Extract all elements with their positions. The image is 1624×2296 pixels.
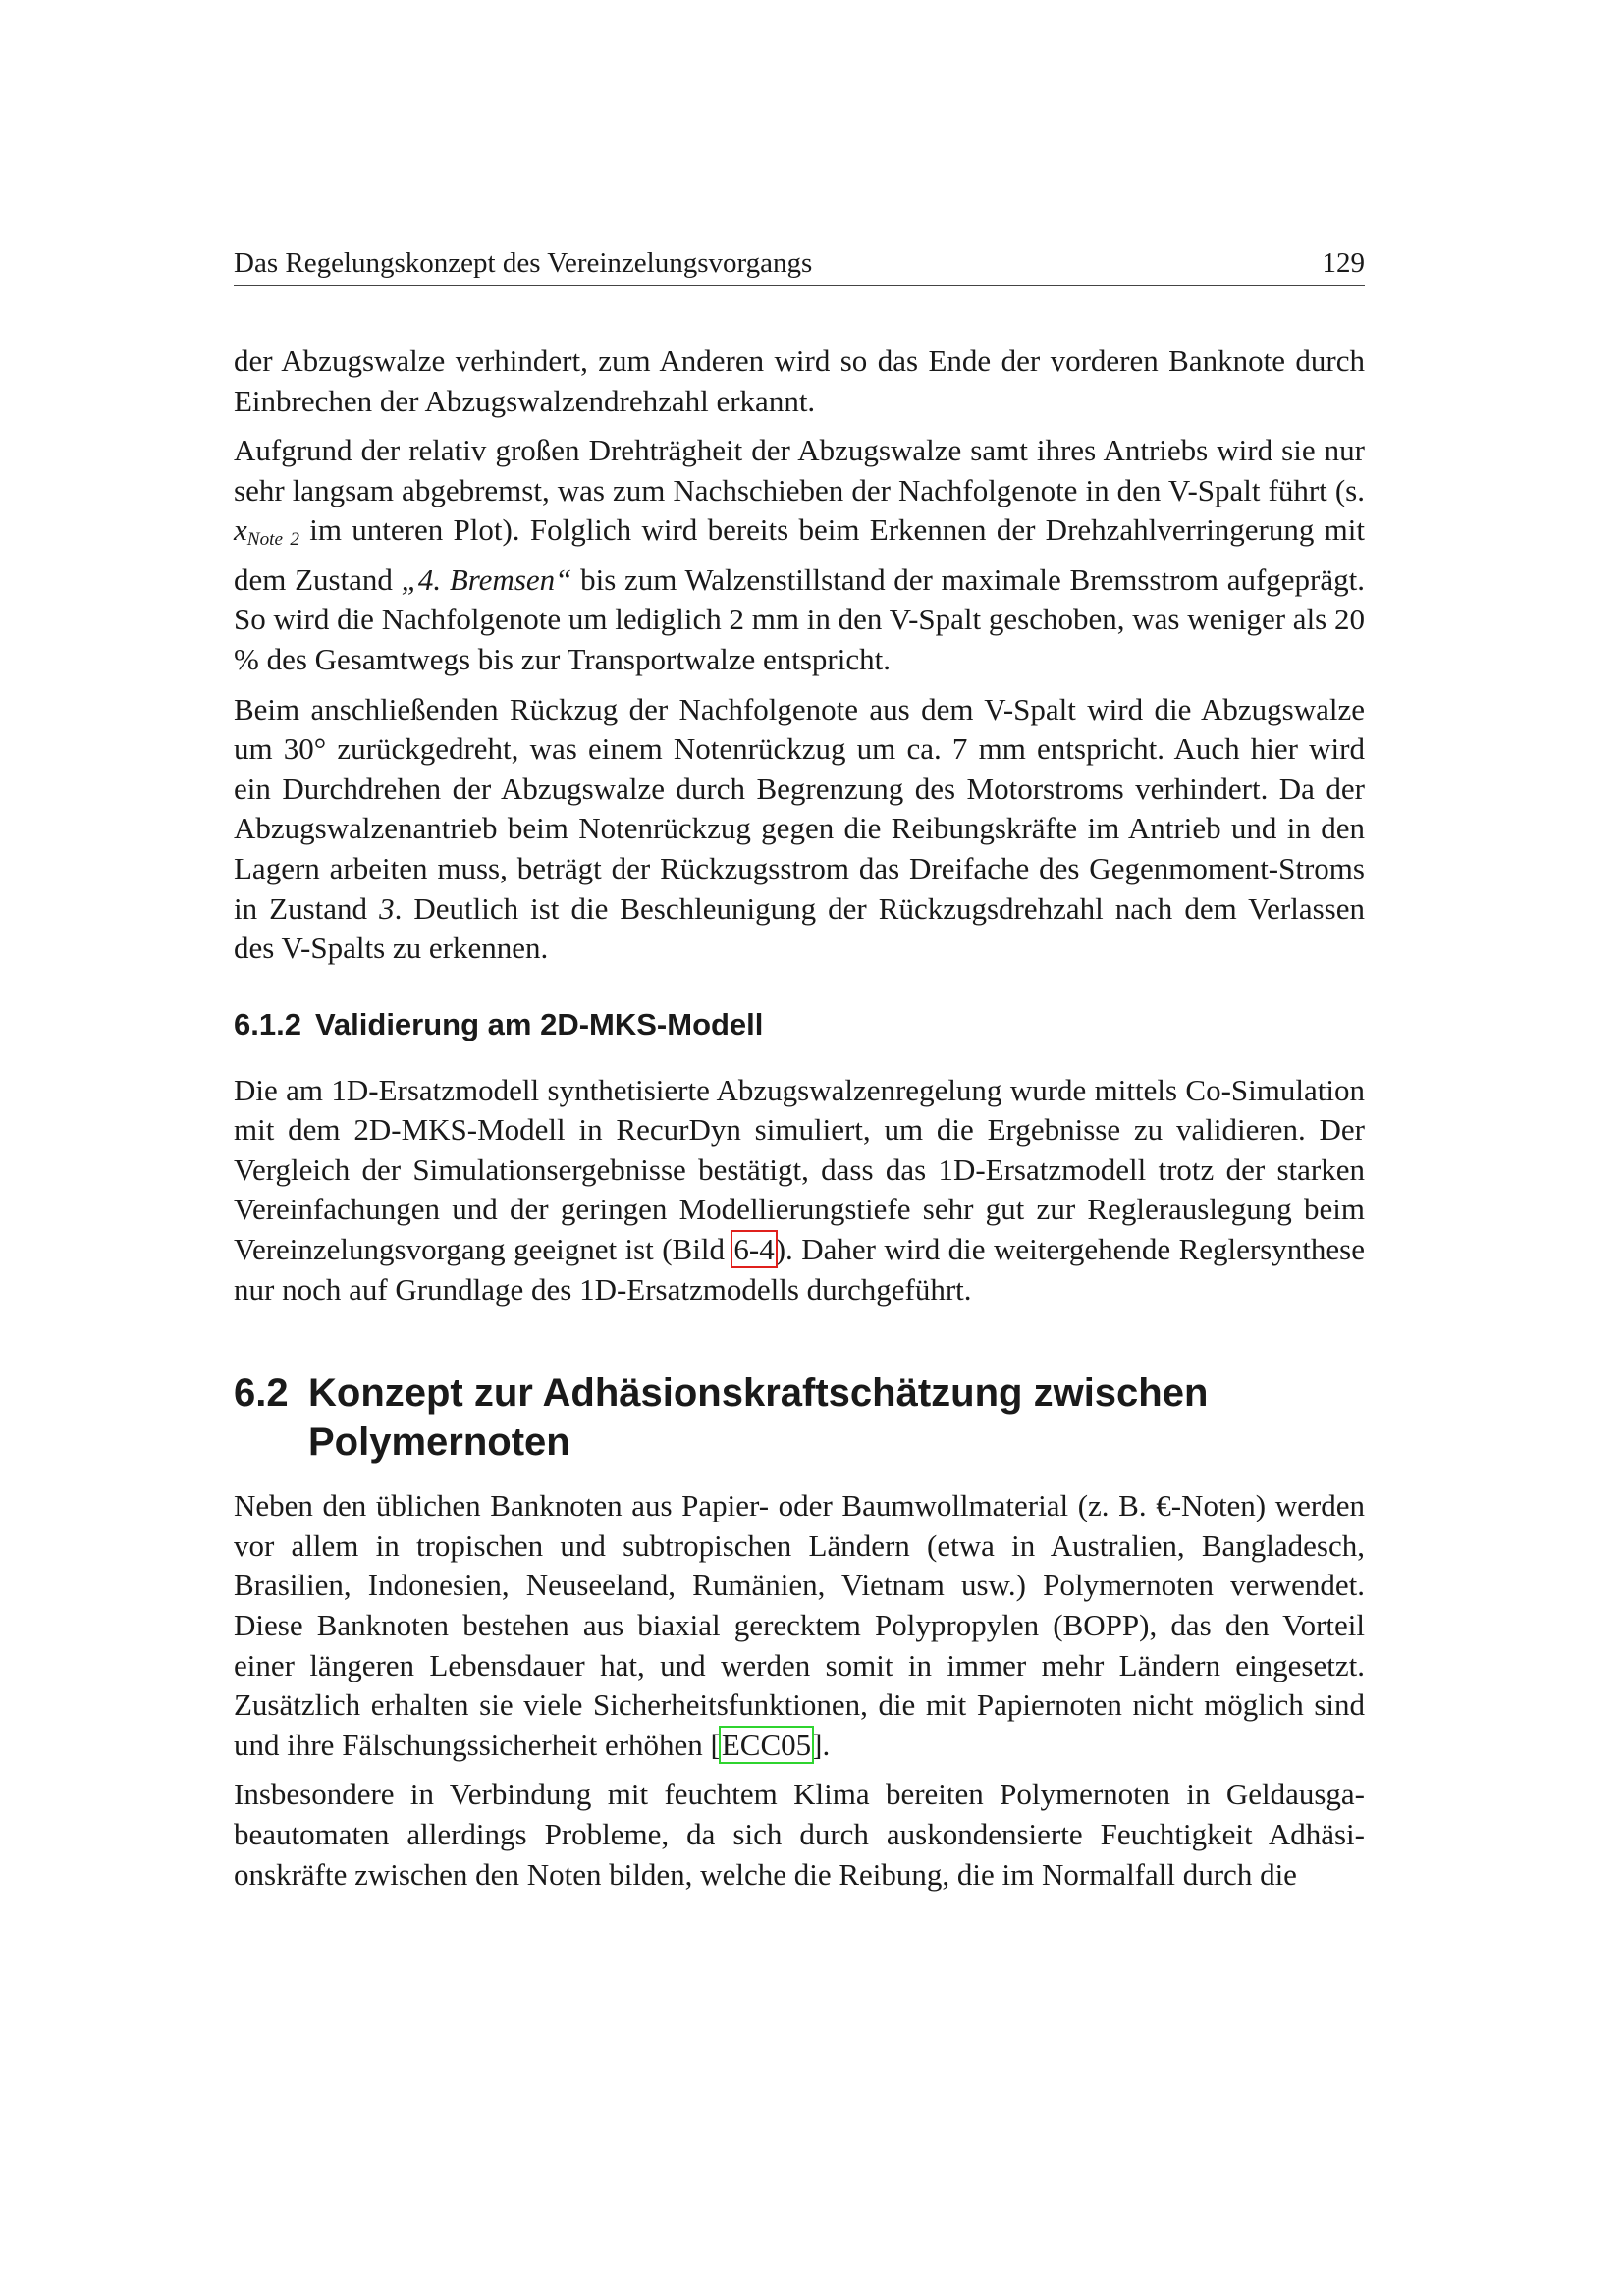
paragraph-6: Insbesondere in Verbindung mit feuchtem Klima bereiten Polymernoten in Geldausgabeautomaten allerdings Probleme, da sich durch auskondensierte Feuchtigkeit Adhäsionskräfte zwischen den Noten bilden, welche die Reibung, die im Normalfall durch die	[234, 1777, 1365, 1892]
page-number: 129	[1322, 247, 1365, 279]
section-title: Konzept zur Adhäsionskraftschätzung zwischen Polymernoten	[308, 1371, 1209, 1465]
subsection-heading-6-1-2: 6.1.2 Validierung am 2D-MKS-Modell	[234, 1006, 764, 1041]
paragraph-1: der Abzugswalze verhindert, zum Anderen wird so das Ende der vorderen Banknote durch Einbrechen der Abzugswalzendrehzahl erkannt.	[234, 344, 1365, 418]
citation-link[interactable]: ECC05	[721, 1727, 812, 1762]
state-3: 3	[379, 890, 395, 926]
paragraph-4: Die am 1D-Ersatzmodell synthetisierte Abzugswalzenregelung wurde mittels Co-Simulation mit dem 2D-MKS-Modell in RecurDyn simuliert, um die Ergebnisse zu validieren. Der Vergleich der Simulationsergebnisse bestätigt, dass das 1D-Ersatzmodell trotz der starken Vereinfachungen und der geringen Modellierungstiefe sehr gut zur Reglerauslegung beim Vereinzelungsvorgang geeignet ist (Bild 6-4). Daher wird die weitergehende Reglersynthese nur noch auf Grundlage des 1D-Ersatzmodells durchgeführt.	[234, 1072, 1365, 1307]
figure-reference-link[interactable]: 6-4	[733, 1232, 775, 1267]
variable-x-note2: $x_{Note 2}$	[234, 512, 299, 551]
section-heading-6-2: 6.2 Konzept zur Adhäsionskraftschätzung zwischen Polymernoten	[234, 1368, 1365, 1467]
paragraph-2: Aufgrund der relativ großen Drehträgheit der Abzugswalze samt ihres Antriebs wird sie nur sehr langsam abgebremst, was zum Nachschieben der Nachfolgenote in den V-Spalt führt (s. $x_{Note 2}$ im unteren Plot). Folglich wird bereits beim Erkennen der Drehzahlverringerung mit dem Zustand „4. Bremsen“ bis zum Walzenstillstand der maximale Bremsstrom aufgeprägt. So wird die Nachfolgenote um lediglich 2 mm in den V-Spalt geschoben, was weniger als 20 % des Gesamtwegs bis zur Transportwalze entspricht.	[234, 433, 1366, 676]
running-header	[234, 245, 1365, 286]
value-2mm: 2 mm	[729, 602, 799, 637]
value-7mm: 7 mm	[951, 731, 1026, 767]
page-body	[234, 342, 1365, 1895]
running-title: Das Regelungskonzept des Vereinzelungsvorgangs	[234, 247, 813, 279]
paragraph-3: Beim anschließenden Rückzug der Nachfolgenote aus dem V-Spalt wird die Abzugswalze um 30° zurückgedreht, was einem Notenrückzug um ca. 7 mm entspricht. Auch hier wird ein Durchdrehen der Abzugswalze durch Begrenzung des Motorstroms verhindert. Da der Abzugswalzenantrieb beim Notenrückzug gegen die Reibungskräfte im Antrieb und in den Lagern arbeiten muss, beträgt der Rückzugsstrom das Dreifache des Gegenmoment-Stroms in Zustand 3. Deutlich ist die Beschleunigung der Rückzugsdrehzahl nach dem Verlassen des V-Spalts zu erkennen.	[234, 691, 1365, 966]
paragraph-5: Neben den üblichen Banknoten aus Papier- oder Baumwollmaterial (z. B. €-Noten) werden vor allem in tropischen und subtropischen Ländern (etwa in Australien, Bangladesch, Brasilien, Indonesien, Neuseeland, Rumänien, Vietnam usw.) Polymernoten verwendet. Diese Banknoten bestehen aus biaxial gerecktem Polypropylen (BOPP), das den Vorteil einer längeren Lebensdauer hat, und werden somit in immer mehr Ländern eingesetzt. Zusätzlich erhalten sie viele Sicherheitsfunktionen, die mit Papiernoten nicht möglich sind und ihre Fälschungssicherheit erhöhen [ECC05].	[234, 1488, 1365, 1762]
state-4-bremsen: „4. Bremsen“	[401, 561, 572, 597]
